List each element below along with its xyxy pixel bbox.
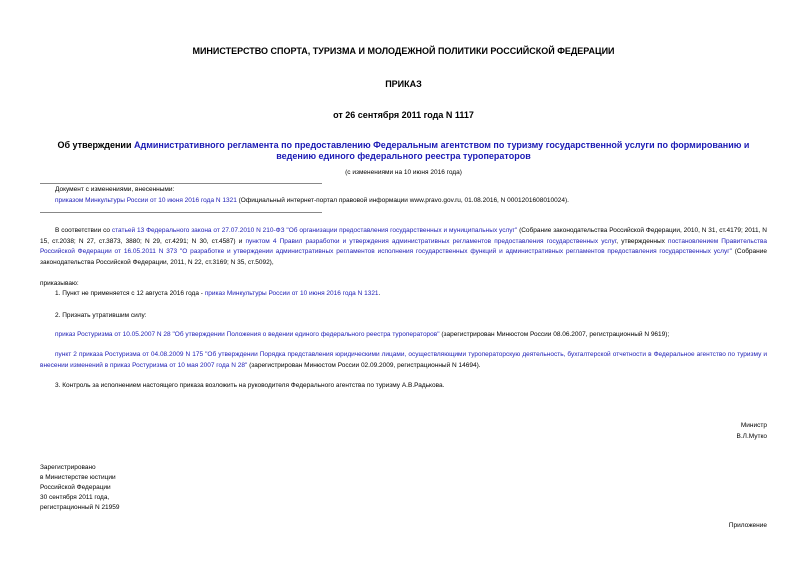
item-1-text: 1. Пункт не применяется с 12 августа 2016 года - (55, 290, 205, 297)
item-2: 2. Признать утратившим силу: (55, 312, 147, 319)
signer-position: Министр (740, 422, 767, 429)
amendments-top-divider (40, 183, 322, 184)
preamble-text: (Собрание законодательства Российской Федерации, 2011, N 22, ст.3169; N 35, ст.5092), (40, 248, 767, 266)
preamble-text: , утвержденных (616, 237, 669, 245)
preamble-text: В соответствии со (55, 227, 112, 234)
amendments-intro: Документ с изменениями, внесенными: (55, 186, 175, 193)
item-2a-text: (зарегистрирован Минюстом России 08.06.2007, регистрационный N 9619); (439, 331, 670, 338)
item-1-text: . (378, 290, 381, 297)
changes-note: (с изменениями на 10 июня 2016 года) (345, 169, 462, 176)
rosturizm-order-28-link[interactable]: приказ Ростуризма от 10.05.2007 N 28 "Об утверждении Положения о ведении единого федерального реестра туроператоров" (55, 331, 440, 338)
amendments-bottom-divider (40, 212, 322, 213)
federal-law-link[interactable]: статьей 13 Федерального закона от 27.07.2010 N 210-ФЗ "Об организации предоставления государственных и муниципальных услуг" (111, 227, 518, 234)
order-date: от 26 сентября 2011 года N 1117 (333, 110, 474, 120)
title-prefix: Об утверждении (57, 140, 134, 150)
item-2b (40, 350, 767, 371)
document-title (40, 140, 767, 162)
registration-line: Российской Федерации (40, 484, 111, 491)
item-1 (55, 289, 380, 300)
registration-line: 30 сентября 2011 года, (40, 494, 110, 501)
title-regulation-link[interactable]: Административного регламента по предоставлению Федеральным агентством по туризму государственной услуги по формированию и ведению единого федерального реестра туроператоров (133, 140, 750, 161)
item-2a (55, 330, 669, 341)
government-resolution-link[interactable]: постановлением Правительства Российской Федерации от 16.05.2011 N 373 "О разработке и утверждении административных регламентов исполнения государственных функций и административных регламентов предоставления государственных услуг" (40, 237, 767, 255)
item-2b-text: (зарегистрирован Минюстом России 02.09.2009, регистрационный N 14694). (247, 361, 481, 369)
order-heading: ПРИКАЗ (385, 79, 422, 89)
rosturizm-order-175-link[interactable]: пункт 2 приказа Ростуризма от 04.08.2009 N 175 "Об утверждении Порядка представления юридическими лицами, осуществляющими туроператорскую деятельность, бухгалтерской отчетности в Федеральное агентство по туризму и внесении изменений в приказ Ростуризма от 10 мая 2007 года N 28" (40, 351, 767, 369)
signer-name: В.Л.Мутко (736, 433, 767, 440)
amendments-entry (55, 196, 569, 206)
orders-word: приказываю: (40, 280, 79, 287)
registration-line: Зарегистрировано (40, 464, 96, 471)
rules-clause-link[interactable]: пунктом 4 Правил разработки и утверждения административных регламентов предоставления государственных услуг (245, 237, 617, 245)
item-1-order-link[interactable]: приказ Минкультуры России от 10 июня 2016 года N 1321 (204, 290, 379, 297)
preamble-text: (Собрание законодательства Российской Федерации, 2010, N 31, ст.4179; 2011, N 15, ст.2038; N 27, ст.3873, 3880; N 29, ст.4291; N 30, ст.4587) и (40, 227, 767, 245)
preamble-paragraph (40, 226, 767, 268)
registration-line: регистрационный N 21959 (40, 504, 120, 511)
amendment-order-link[interactable]: приказом Минкультуры России от 10 июня 2016 года N 1321 (55, 197, 237, 204)
ministry-name: МИНИСТЕРСТВО СПОРТА, ТУРИЗМА И МОЛОДЕЖНОЙ ПОЛИТИКИ РОССИЙСКОЙ ФЕДЕРАЦИИ (192, 46, 615, 56)
amendment-source: (Официальный интернет-портал правовой информации www.pravo.gov.ru, 01.08.2016, N 0001201608010024). (236, 197, 569, 204)
registration-line: в Министерстве юстиции (40, 474, 116, 481)
appendix-label: Приложение (728, 522, 767, 529)
item-3: 3. Контроль за исполнением настоящего приказа возложить на руководителя Федерального агентства по туризму А.В.Радькова. (55, 382, 445, 389)
